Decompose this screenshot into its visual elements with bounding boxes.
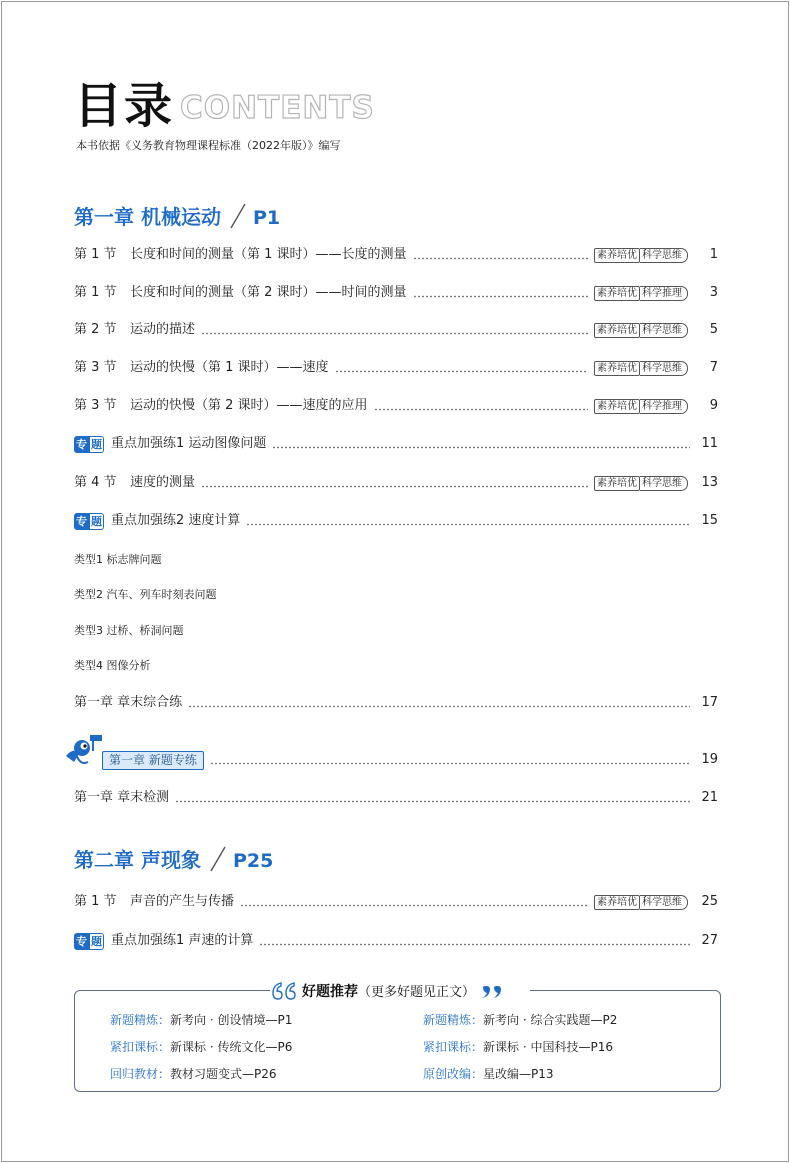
toc-entry[interactable]	[74, 892, 718, 912]
toc-entry[interactable]	[74, 245, 718, 265]
page-title-en: CONTENTS	[180, 90, 375, 126]
page-number: 17	[701, 695, 718, 710]
chapter-title: 第一章 机械运动	[74, 205, 221, 229]
literacy-badge: 素养培优 科学思维	[594, 323, 688, 338]
dot-leader	[374, 396, 588, 416]
recommend-item[interactable]: 新题精炼：新考向 · 创设情境—P1	[110, 1013, 293, 1027]
special-topic-tag: 专 题	[76, 514, 102, 528]
chapter-heading[interactable]	[74, 839, 273, 873]
literacy-badge: 素养培优 科学思维	[594, 248, 688, 263]
recommend-item[interactable]: 回归教材：教材习题变式—P26	[110, 1067, 277, 1081]
page-subtitle: 本书依据《义务教育物理课程标准（2022年版）》编写	[76, 139, 341, 152]
dot-leader	[188, 693, 690, 713]
literacy-badge: 素养培优 科学思维	[594, 361, 688, 376]
slash-divider	[205, 845, 231, 873]
page-number: 5	[709, 322, 718, 337]
recommend-header	[270, 976, 530, 1006]
page-number: 19	[701, 752, 718, 767]
recommend-item[interactable]: 紧扣课标：新课标 · 传统文化—P6	[110, 1040, 293, 1054]
chapter-page: P1	[252, 207, 281, 229]
toc-entry[interactable]	[74, 320, 718, 340]
entry-title: 重点加强练1 声速的计算	[111, 933, 254, 948]
dot-leader	[246, 511, 690, 531]
chapter-title: 第二章 声现象	[74, 848, 201, 872]
dot-leader	[240, 892, 588, 912]
section-number: 第 3 节	[74, 398, 117, 413]
entry-title: 重点加强练2 速度计算	[111, 513, 241, 528]
open-quote-icon	[270, 979, 298, 1003]
page-number: 3	[709, 285, 718, 300]
literacy-badge: 素养培优 科学推理	[594, 399, 688, 414]
dot-leader	[272, 434, 690, 454]
special-topic-tag: 专 题	[76, 934, 102, 948]
entry-title: 第一章 章末检测	[74, 790, 170, 805]
section-number: 第 3 节	[74, 360, 117, 375]
recommend-item[interactable]: 原创改编：星改编—P13	[423, 1067, 554, 1081]
section-number: 第 1 节	[74, 247, 117, 262]
page-number: 15	[701, 513, 718, 528]
type-item[interactable]: 类型4 图像分析	[74, 659, 151, 672]
literacy-badge: 素养培优 科学思维	[594, 476, 688, 491]
page-number: 25	[701, 894, 718, 909]
dot-leader	[259, 931, 690, 951]
toc-entry[interactable]	[74, 788, 718, 808]
chapter-page: P25	[232, 850, 274, 872]
toc-entry[interactable]	[74, 283, 718, 303]
section-number: 第 1 节	[74, 285, 117, 300]
toc-entry[interactable]	[74, 396, 718, 416]
entry-title: 运动的快慢（第 2 课时）——速度的应用	[130, 398, 368, 413]
type-item[interactable]: 类型3 过桥、桥洞问题	[74, 624, 184, 637]
toc-entry-new[interactable]	[102, 750, 718, 770]
dot-leader	[413, 245, 588, 265]
recommend-item[interactable]: 新题精炼：新考向 · 综合实践题—P2	[423, 1013, 618, 1027]
dot-leader	[201, 473, 588, 493]
page-number: 13	[701, 475, 718, 490]
section-number: 第 4 节	[74, 475, 117, 490]
special-topic-tag: 专 题	[76, 437, 102, 451]
section-number: 第 2 节	[74, 322, 117, 337]
toc-entry[interactable]	[74, 473, 718, 493]
dot-leader	[210, 750, 690, 770]
entry-title: 声音的产生与传播	[130, 894, 235, 909]
section-number: 第 1 节	[74, 894, 117, 909]
type-item[interactable]: 类型2 汽车、列车时刻表问题	[74, 588, 217, 601]
entry-title: 重点加强练1 运动图像问题	[111, 436, 267, 451]
dot-leader	[413, 283, 588, 303]
page-number: 11	[701, 436, 718, 451]
recommend-item[interactable]: 紧扣课标：新课标 · 中国科技—P16	[423, 1040, 613, 1054]
page-number: 9	[709, 398, 718, 413]
slash-divider	[225, 202, 251, 230]
close-quote-icon	[479, 979, 507, 1003]
toc-entry-special[interactable]	[74, 434, 718, 454]
page-number: 1	[709, 247, 718, 262]
dot-leader	[335, 358, 588, 378]
entry-title: 运动的描述	[130, 322, 196, 337]
dot-leader	[201, 320, 588, 340]
toc-entry[interactable]	[74, 693, 718, 713]
dot-leader	[175, 788, 690, 808]
chapter-heading[interactable]	[74, 196, 280, 230]
page-number: 7	[709, 360, 718, 375]
page-title: 目录	[74, 78, 175, 134]
new-practice-box: 第一章 新题专练	[102, 751, 204, 770]
entry-title: 长度和时间的测量（第 2 课时）——时间的测量	[130, 285, 407, 300]
literacy-badge: 素养培优 科学思维	[594, 895, 688, 910]
page-number: 21	[701, 790, 718, 805]
type-item[interactable]: 类型1 标志牌问题	[74, 553, 162, 566]
recommend-title: 好题推荐（更多好题见正文）	[302, 984, 476, 1000]
toc-entry-special[interactable]	[74, 931, 718, 951]
toc-entry-special[interactable]	[74, 511, 718, 531]
entry-title: 第一章 章末综合练	[74, 695, 183, 710]
literacy-badge: 素养培优 科学推理	[594, 286, 688, 301]
entry-title: 运动的快慢（第 1 课时）——速度	[130, 360, 329, 375]
entry-title: 长度和时间的测量（第 1 课时）——长度的测量	[130, 247, 407, 262]
toc-entry[interactable]	[74, 358, 718, 378]
page-number: 27	[701, 933, 718, 948]
entry-title: 速度的测量	[130, 475, 196, 490]
